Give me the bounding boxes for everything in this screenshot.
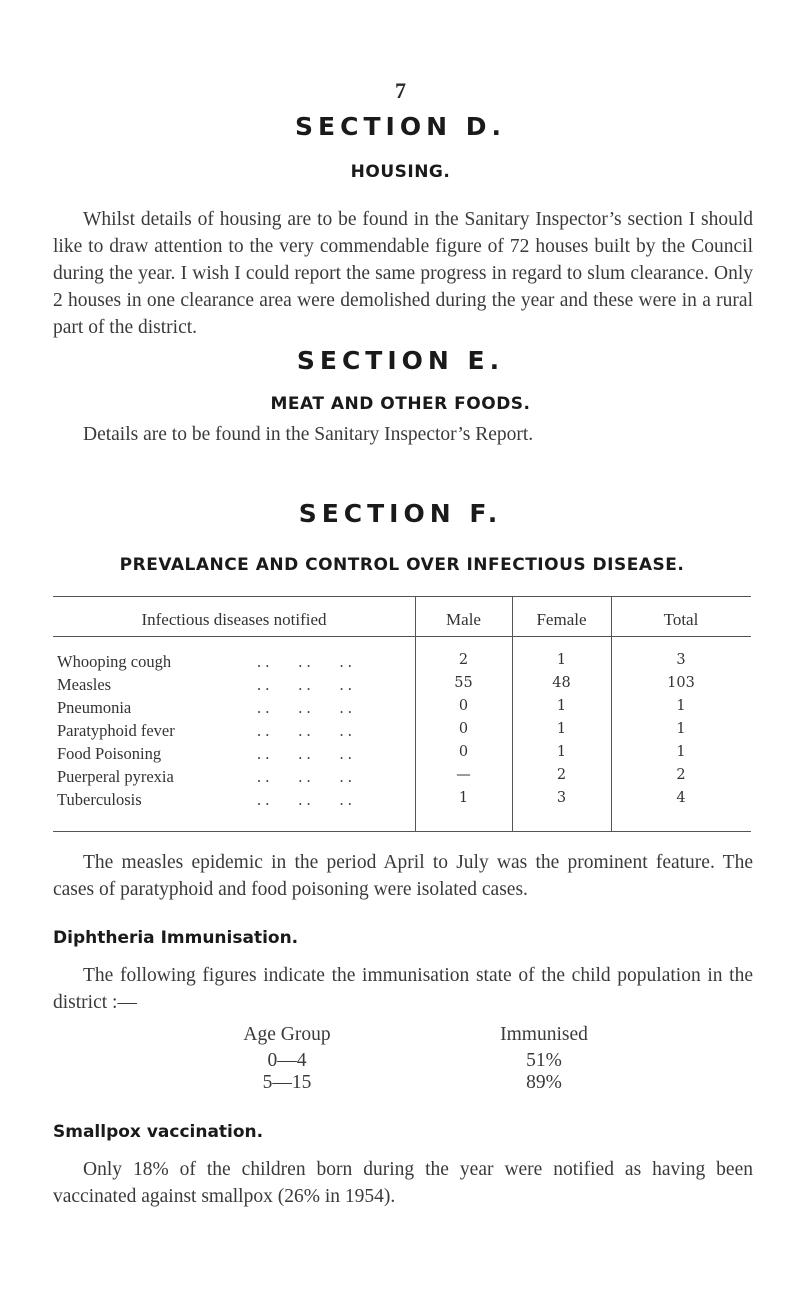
female-count: 1 — [556, 744, 567, 760]
table-bottom-rule — [53, 831, 751, 832]
infectious-disease-table — [53, 596, 751, 831]
section-d-paragraph: Whilst details of housing are to be found in the Sanitary Inspector’s section I should like to draw attention to the very commendable figure of 72 houses built by the Council during the year. I wish I could report the same progress in regard to slum clearance. Only 2 houses in one clearance area were demolished during the year and these were in a rural part of the district. — [53, 209, 753, 338]
table-row — [53, 675, 751, 697]
female-count: 1 — [556, 698, 567, 714]
female-count: 2 — [556, 767, 567, 783]
female-count: 48 — [552, 675, 571, 691]
female-count: 1 — [556, 652, 567, 668]
male-count: 0 — [458, 721, 469, 737]
immunisation-age-column — [212, 1024, 362, 1094]
disease-name: Food Poisoning — [57, 744, 162, 763]
leader-dots: . . . . . . — [257, 744, 352, 763]
male-count: 1 — [458, 790, 469, 806]
header-female: Female — [536, 610, 587, 629]
total-count: 2 — [676, 767, 686, 783]
leader-dots: . . . . . . — [257, 652, 352, 671]
table-row — [53, 790, 751, 812]
section-d-heading: SECTION D. — [295, 112, 506, 141]
total-count: 3 — [676, 652, 686, 668]
header-total: Total — [663, 610, 699, 629]
disease-name: Puerperal pyrexia — [57, 767, 174, 786]
leader-dots: . . . . . . — [257, 721, 352, 740]
section-e-subheading: MEAT AND OTHER FOODS. — [270, 394, 531, 414]
total-count: 1 — [676, 698, 686, 714]
female-count: 1 — [556, 721, 567, 737]
disease-name: Tuberculosis — [57, 790, 142, 809]
section-d-subheading: HOUSING. — [350, 162, 451, 182]
total-count: 4 — [676, 790, 686, 806]
total-count: 1 — [676, 721, 686, 737]
header-male: Male — [446, 610, 481, 629]
leader-dots: . . . . . . — [257, 767, 352, 786]
table-row — [53, 698, 751, 720]
leader-dots: . . . . . . — [257, 675, 352, 694]
male-count: 2 — [458, 652, 469, 668]
age-group-value: 5—15 — [262, 1072, 312, 1093]
leader-dots: . . . . . . — [257, 790, 352, 809]
table-header-rule — [53, 636, 751, 637]
table-row — [53, 652, 751, 674]
immunised-value: 51% — [526, 1050, 562, 1071]
age-group-header: Age Group — [243, 1024, 331, 1045]
male-count: 0 — [458, 744, 469, 760]
disease-name: Whooping cough — [57, 652, 172, 671]
section-e-paragraph: Details are to be found in the Sanitary Inspector’s Report. — [83, 424, 534, 445]
immunisation-pct-column — [464, 1024, 624, 1094]
total-count: 103 — [667, 675, 695, 691]
table-top-rule — [53, 596, 751, 597]
page-number: 7 — [395, 78, 406, 103]
section-f-subheading: PREVALANCE AND CONTROL OVER INFECTIOUS DISEASE. — [119, 555, 685, 575]
diphtheria-paragraph: The following figures indicate the immunisation state of the child population in the district :— — [53, 965, 753, 1013]
immunised-value: 89% — [526, 1072, 562, 1093]
diphtheria-heading: Diphtheria Immunisation. — [53, 928, 299, 948]
total-count: 1 — [676, 744, 686, 760]
male-count: 55 — [454, 675, 473, 691]
age-group-value: 0—4 — [267, 1050, 307, 1071]
disease-name: Pneumonia — [57, 698, 132, 717]
measles-paragraph: The measles epidemic in the period April to July was the prominent feature. The cases of paratyphoid and food poisoning were isolated cases. — [53, 852, 753, 900]
male-count: — — [456, 767, 471, 783]
section-e-heading: SECTION E. — [296, 346, 505, 375]
table-row — [53, 721, 751, 743]
smallpox-paragraph: Only 18% of the children born during the year were notified as having been vaccinated against smallpox (26% in 1954). — [53, 1159, 753, 1207]
male-count: 0 — [458, 698, 469, 714]
female-count: 3 — [556, 790, 567, 806]
disease-name: Measles — [57, 675, 112, 694]
disease-name: Paratyphoid fever — [57, 721, 175, 740]
section-f-heading: SECTION F. — [298, 499, 503, 528]
table-row — [53, 767, 751, 789]
leader-dots: . . . . . . — [257, 698, 352, 717]
immunised-header: Immunised — [500, 1024, 588, 1045]
table-row — [53, 744, 751, 766]
smallpox-heading: Smallpox vaccination. — [53, 1122, 264, 1142]
header-disease: Infectious diseases notified — [141, 610, 327, 629]
